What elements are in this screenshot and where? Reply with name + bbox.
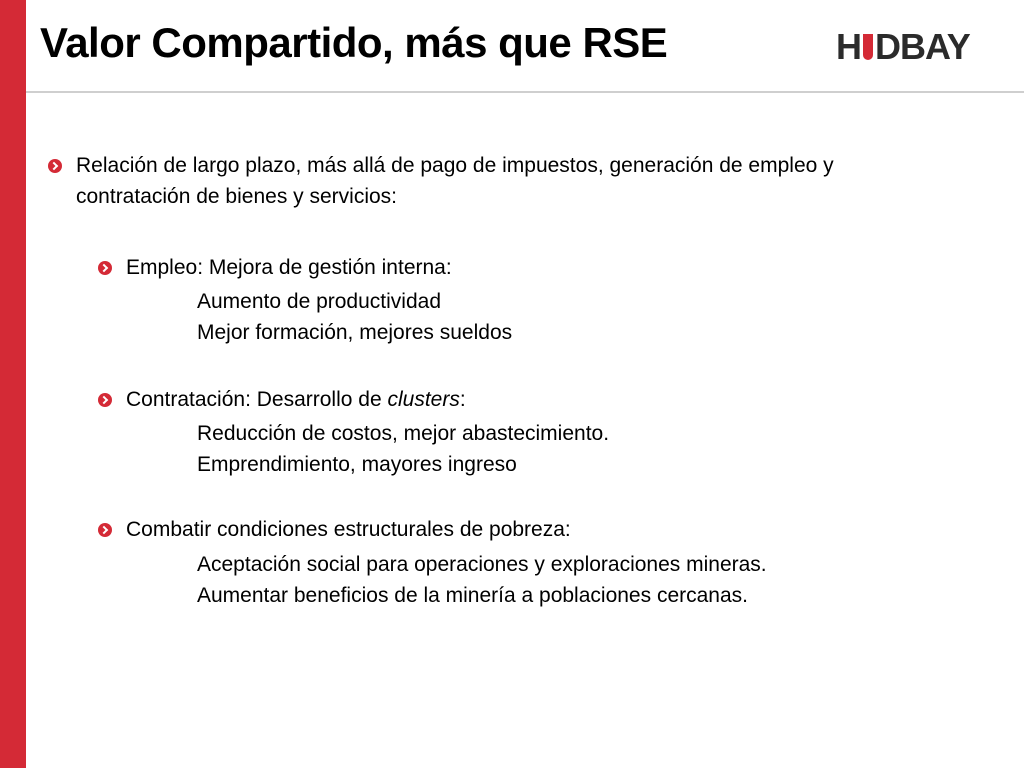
- left-accent-bar: [0, 0, 26, 768]
- sub-line: Aumentar beneficios de la minería a poblaciones cercanas.: [197, 584, 748, 607]
- hudbay-logo: [836, 26, 970, 67]
- chevron-bullet-icon: [98, 523, 112, 537]
- section-bullet-contratacion: [98, 384, 466, 415]
- sub-line: Reducción de costos, mejor abastecimiento.: [197, 422, 610, 445]
- section-label: Contratación: Desarrollo de clusters:: [126, 388, 466, 411]
- sub-line: Emprendimiento, mayores ingreso: [197, 453, 517, 476]
- chevron-bullet-icon: [98, 393, 112, 407]
- chevron-bullet-icon: [98, 261, 112, 275]
- section-bullet-empleo: [98, 252, 452, 283]
- logo-text-right: DBAY: [875, 26, 970, 67]
- section-label: Empleo: Mejora de gestión interna:: [126, 256, 452, 279]
- sub-line: Aceptación social para operaciones y exploraciones mineras.: [197, 553, 767, 576]
- chevron-bullet-icon: [48, 159, 62, 173]
- slide-title: Valor Compartido, más que RSE: [40, 19, 668, 66]
- sub-line: Mejor formación, mejores sueldos: [197, 321, 513, 344]
- title-divider: [26, 91, 1024, 93]
- section-bullet-pobreza: [98, 514, 571, 545]
- main-bullet-text: Relación de largo plazo, más allá de pago de impuestos, generación de empleo y contratación de bienes y servicios:: [76, 154, 834, 208]
- logo-u-mark-icon: [863, 34, 873, 60]
- main-bullet: [48, 150, 928, 212]
- logo-text-left: H: [836, 26, 861, 67]
- sub-line: Aumento de productividad: [197, 290, 441, 313]
- section-label: Combatir condiciones estructurales de pobreza:: [126, 518, 571, 541]
